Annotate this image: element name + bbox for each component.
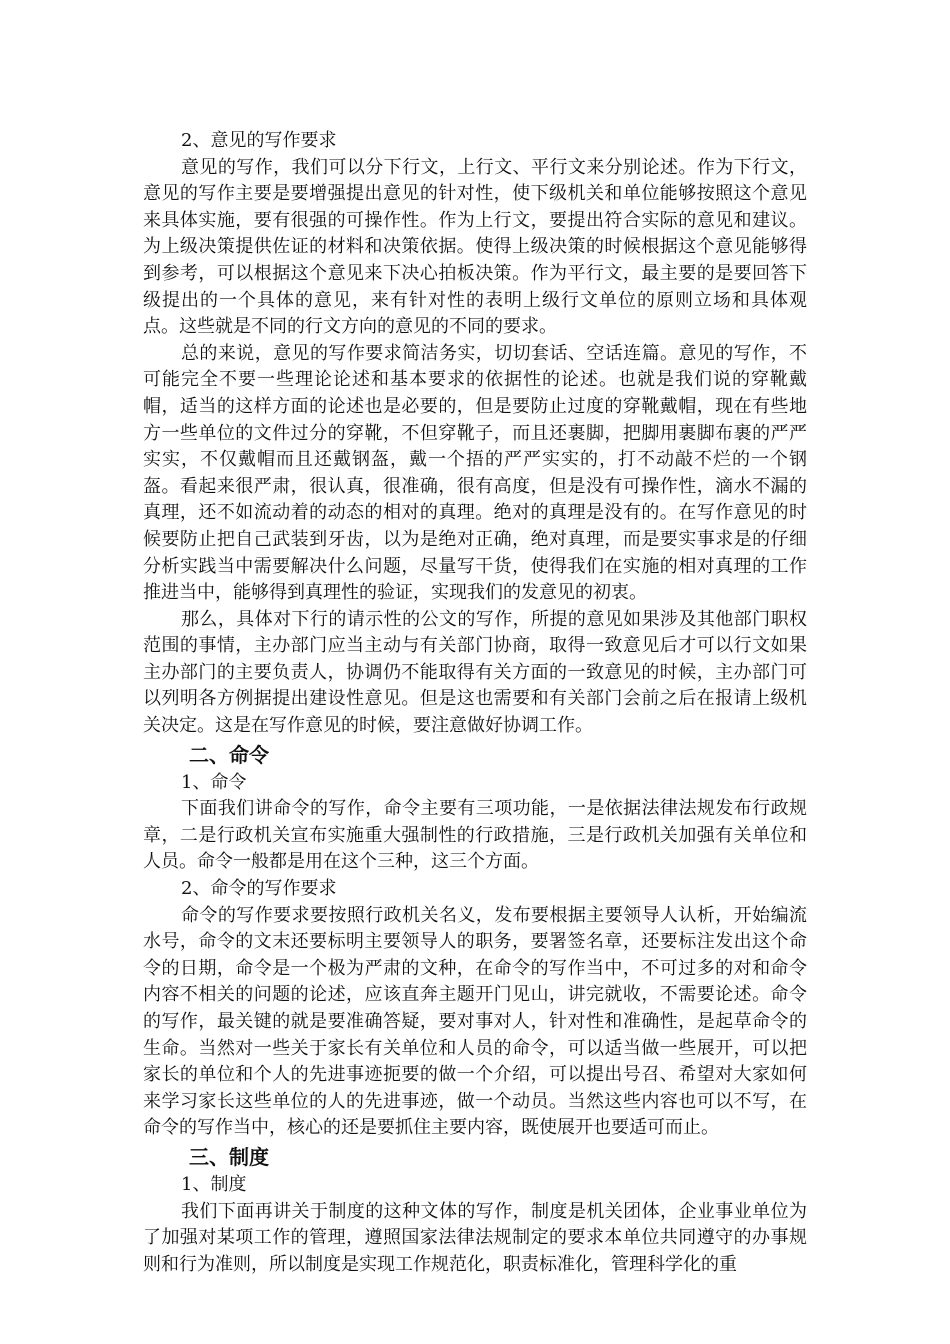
document-page (143, 128, 807, 1278)
paragraph: 下面我们讲命令的写作，命令主要有三项功能，一是依据法律法规发布行政规章，二是行政机关宣布实施重大强制性的行政措施，三是行政机关加强有关单位和人员。命令一般都是用在这个三种，这三个方面。 (143, 798, 807, 873)
paragraph: 命令的写作要求要按照行政机关名义，发布要根据主要领导人认析，开始编流水号，命令的文末还要标明主要领导人的职务，要署签名章，还要标注发出这个命令的日期，命令是一个极为严肃的文种，在命令的写作当中，不可过多的对和命令内容不相关的问题的论述，应该直奔主题开门见山，讲完就收，不需要论述。命令的写作，最关键的就是要准确答疑，要对事对人，针对性和准确性，是起草命令的生命。当然对一些关于家长有关单位和人员的命令，可以适当做一些展开，可以把家长的单位和个人的先进事迹扼要的做一个介绍，可以提出号召、希望对大家如何来学习家长这些单位的人的先进事迹，做一个动员。当然这些内容也可以不写，在命令的写作当中，核心的还是要抓住主要内容，既使展开也要适可而止。 (143, 904, 807, 1139)
subheading-system: 1、制度 (181, 1173, 247, 1195)
subheading-order-requirements: 2、命令的写作要求 (181, 878, 337, 900)
section-heading-system: 三、制度 (189, 1144, 269, 1169)
subheading-order: 1、命令 (181, 771, 247, 793)
section-heading-order: 二、命令 (189, 742, 269, 767)
paragraph: 我们下面再讲关于制度的这种文体的写作，制度是机关团体，企业事业单位为了加强对某项工作的管理，遵照国家法律法规制定的要求本单位共同遵守的办事规则和行为准则，所以制度是实现工作规范化，职责标准化，管理科学化的重 (143, 1200, 807, 1275)
paragraph: 意见的写作，我们可以分下行文，上行文、平行文来分别论述。作为下行文，意见的写作主要是要增强提出意见的针对性，使下级机关和单位能够按照这个意见来具体实施，要有很强的可操作性。作为上行文，要提出符合实际的意见和建议。为上级决策提供佐证的材料和决策依据。使得上级决策的时候根据这个意见能够得到参考，可以根据这个意见来下决心拍板决策。作为平行文，最主要的是要回答下级提出的一个具体的意见，来有针对性的表明上级行文单位的原则立场和具体观点。这些就是不同的行文方向的意见的不同的要求。 (143, 156, 807, 338)
paragraph: 那么，具体对下行的请示性的公文的写作，所提的意见如果涉及其他部门职权范围的事情，主办部门应当主动与有关部门协商，取得一致意见后才可以行文如果主办部门的主要负责人，协调仍不能取得有关方面的一致意见的时候，主办部门可以列明各方例据提出建设性意见。但是这也需要和有关部门会前之后在报请上级机关决定。这是在写作意见的时候，要注意做好协调工作。 (143, 608, 807, 737)
paragraph: 总的来说，意见的写作要求简洁务实，切切套话、空话连篇。意见的写作，不可能完全不要一些理论论述和基本要求的依据性的论述。也就是我们说的穿靴戴帽，适当的这样方面的论述也是必要的，但是要防止过度的穿靴戴帽，现在有些地方一些单位的文件过分的穿靴，不但穿靴子，而且还裹脚，把脚用裹脚布裹的严严实实，不仅戴帽而且还戴钢盔，戴一个捂的严严实实的，打不动敲不烂的一个钢盔。看起来很严肃，很认真，很准确，很有高度，但是没有可操作性，滴水不漏的真理，还不如流动着的动态的相对的真理。绝对的真理是没有的。在写作意见的时候要防止把自己武装到牙齿，以为是绝对正确，绝对真理，而是要实事求是的仔细分析实践当中需要解决什么问题，尽量写干货，使得我们在实施的相对真理的工作推进当中，能够得到真理性的验证，实现我们的发意见的初衷。 (143, 342, 807, 604)
subheading-opinion-requirements: 2、意见的写作要求 (181, 130, 337, 151)
